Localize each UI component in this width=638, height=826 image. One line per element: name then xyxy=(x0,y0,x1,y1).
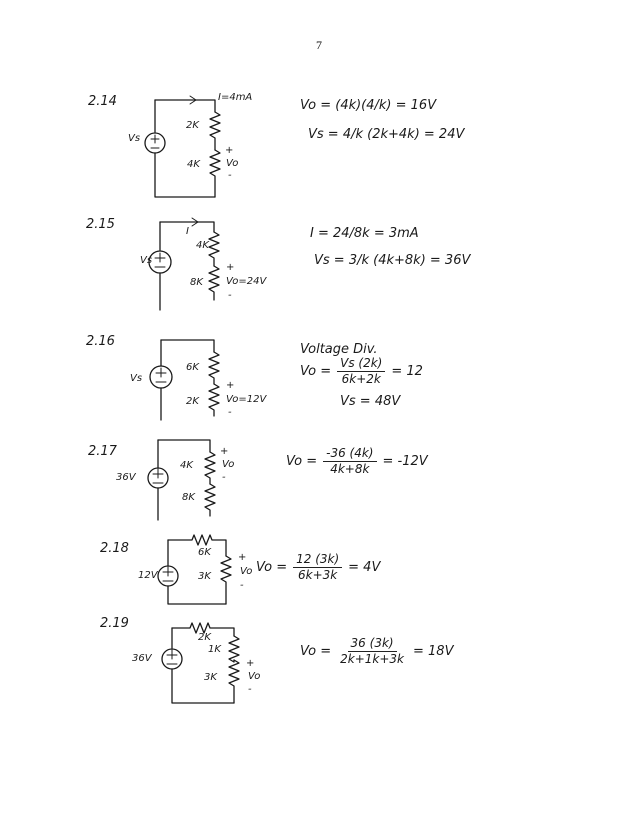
fraction xyxy=(337,356,385,387)
source-label: Vs xyxy=(130,373,143,384)
resistor-label: 6K xyxy=(186,362,199,373)
equation-rhs: = -12V xyxy=(382,454,428,469)
equation: Vs = 48V xyxy=(340,394,401,409)
current-label: I xyxy=(186,226,189,237)
plus-sign: + xyxy=(238,552,247,563)
denominator: 6k+2k xyxy=(341,372,381,386)
resistor-label: 2K xyxy=(186,396,199,407)
problem-number: 2.17 xyxy=(88,444,117,459)
current-label: I=4mA xyxy=(218,92,253,103)
equation-lhs: Vo = xyxy=(256,560,288,575)
minus-sign: - xyxy=(228,170,232,181)
circuit-2-16 xyxy=(150,340,219,420)
fraction xyxy=(293,552,342,583)
problem-number: 2.15 xyxy=(86,217,115,232)
output-voltage-label: Vo xyxy=(226,158,239,169)
equation xyxy=(300,356,423,387)
resistor-label: 3K xyxy=(204,672,217,683)
circuit-2-15 xyxy=(149,218,219,310)
resistor-label: 1K xyxy=(208,644,221,655)
circuit-2-18 xyxy=(158,535,231,604)
circuit-2-14 xyxy=(145,96,220,197)
resistor-label: 6K xyxy=(198,547,211,558)
equation: Vs = 3/k (4k+8k) = 36V xyxy=(314,253,471,268)
problem-number: 2.16 xyxy=(86,334,115,349)
equation: Vo = (4k)(4/k) = 16V xyxy=(300,98,437,113)
equation xyxy=(286,446,428,477)
problem-number: 2.14 xyxy=(88,94,117,109)
output-voltage-label: Vo=12V xyxy=(226,394,267,405)
minus-sign: - xyxy=(228,290,232,301)
plus-sign: + xyxy=(220,446,229,457)
fraction xyxy=(337,636,407,667)
resistor-label: 2K xyxy=(198,632,211,643)
source-label: Vs xyxy=(128,133,141,144)
source-label: 36V xyxy=(116,472,136,483)
minus-sign: - xyxy=(248,684,252,695)
equation-rhs: = 12 xyxy=(391,364,423,379)
numerator: 12 (3k) xyxy=(293,552,342,568)
resistor-label: 2K xyxy=(186,120,199,131)
method-note: Voltage Div. xyxy=(300,342,378,357)
resistor-label: 4K xyxy=(180,460,193,471)
resistor-label: 8K xyxy=(182,492,195,503)
equation-lhs: Vo = xyxy=(300,644,332,659)
output-voltage-label: Vo=24V xyxy=(226,276,267,287)
numerator: -36 (4k) xyxy=(323,446,376,462)
source-label: 12V xyxy=(138,570,158,581)
plus-sign: + xyxy=(226,380,235,391)
numerator: Vs (2k) xyxy=(337,356,385,372)
fraction xyxy=(323,446,376,477)
source-label: 36V xyxy=(132,653,152,664)
problem-number: 2.19 xyxy=(100,616,129,631)
output-voltage-label: Vo xyxy=(222,459,235,470)
equation xyxy=(256,552,380,583)
minus-sign: - xyxy=(222,472,226,483)
equation-lhs: Vo = xyxy=(286,454,318,469)
equation-lhs: Vo = xyxy=(300,364,332,379)
source-label: Vs xyxy=(140,255,153,266)
resistor-label: 8K xyxy=(190,277,203,288)
denominator: 6k+3k xyxy=(298,568,338,582)
circuit-2-17 xyxy=(148,440,215,520)
plus-sign: + xyxy=(246,658,255,669)
denominator: 4k+8k xyxy=(330,462,370,476)
equation: Vs = 4/k (2k+4k) = 24V xyxy=(308,127,465,142)
numerator: 36 (3k) xyxy=(348,636,397,652)
output-voltage-label: Vo xyxy=(248,671,261,682)
problem-number: 2.18 xyxy=(100,541,129,556)
minus-sign: - xyxy=(240,580,244,591)
denominator: 2k+1k+3k xyxy=(340,652,404,666)
equation-rhs: = 4V xyxy=(348,560,381,575)
equation: I = 24/8k = 3mA xyxy=(310,226,419,241)
page-number: 7 xyxy=(316,38,322,52)
plus-sign: + xyxy=(225,145,234,156)
plus-sign: + xyxy=(226,262,235,273)
equation xyxy=(300,636,453,667)
minus-sign: - xyxy=(228,407,232,418)
resistor-label: 4K xyxy=(196,240,209,251)
output-voltage-label: Vo xyxy=(240,566,253,577)
resistor-label: 3K xyxy=(198,571,211,582)
resistor-label: 4K xyxy=(187,159,200,170)
equation-rhs: = 18V xyxy=(413,644,454,659)
